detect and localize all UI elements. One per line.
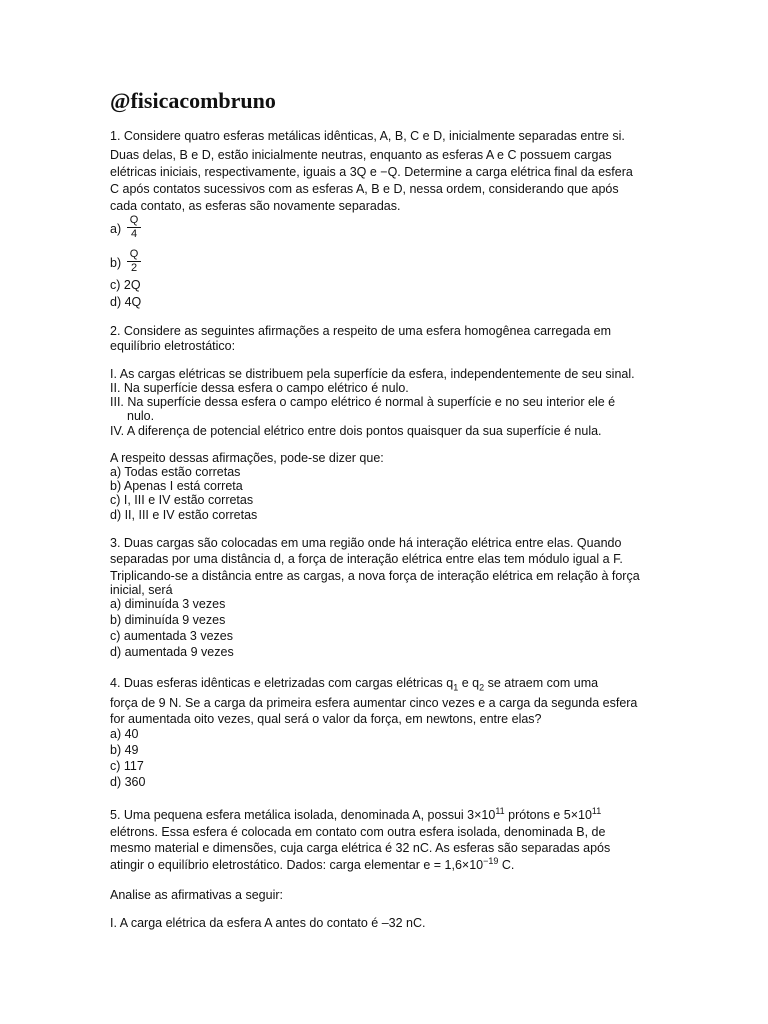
q5-line-1-mid: prótons e 5×10: [504, 808, 592, 822]
q3-option-a: a) diminuída 3 vezes: [110, 597, 226, 611]
q5-exp-1: 11: [495, 805, 505, 816]
q4-line-1-post: se atraem com uma: [484, 676, 599, 690]
q1-line-2: Duas delas, B e D, estão inicialmente neutras, enquanto as esferas A e C possuem cargas: [110, 148, 612, 162]
q1-option-a-label: a): [110, 222, 122, 236]
q2-option-d: d) II, III e IV estão corretas: [110, 508, 258, 522]
q1-line-3: elétricas iniciais, respectivamente, iguais a 3Q e −Q. Determine a carga elétrica final da esfera: [110, 165, 633, 179]
q2-option-b: b) Apenas I está correta: [110, 479, 243, 493]
q3-line-2: separadas por uma distância d, a força de interação elétrica entre elas tem módulo igual a F.: [110, 552, 623, 566]
q5-line-4-pre: atingir o equilíbrio eletrostático. Dados: carga elementar e = 1,6×10: [110, 858, 484, 872]
q1-option-b-label: b): [110, 256, 122, 270]
q3-line-1: 3. Duas cargas são colocadas em uma região onde há interação elétrica entre elas. Quando: [110, 536, 622, 550]
q2-option-a: a) Todas estão corretas: [110, 465, 241, 479]
q3-line-3: Triplicando-se a distância entre as cargas, a nova força de interação elétrica em relação à força: [110, 569, 640, 583]
page-title: @fisicacombruno: [110, 88, 276, 113]
q1-option-b-numerator: Q: [127, 248, 141, 262]
q2-option-c: c) I, III e IV estão corretas: [110, 493, 254, 507]
q5-statement-1: I. A carga elétrica da esfera A antes do contato é –32 nC.: [110, 916, 426, 930]
q2-line-2: equilíbrio eletrostático:: [110, 339, 236, 353]
q1-option-b-fraction: [127, 248, 141, 275]
q4-sub-1: 1: [453, 682, 459, 693]
q4-sub-2: 2: [479, 682, 485, 693]
q2-statement-1: I. As cargas elétricas se distribuem pela superfície da esfera, independentemente de seu sinal.: [110, 367, 635, 381]
q4-line-3: for aumentada oito vezes, qual será o valor da força, em newtons, entre elas?: [110, 712, 542, 726]
q4-option-a: a) 40: [110, 727, 139, 741]
q3-option-b: b) diminuída 9 vezes: [110, 613, 226, 627]
q4-line-2: força de 9 N. Se a carga da primeira esfera aumentar cinco vezes e a carga da segunda esfera: [110, 696, 638, 710]
q2-statement-4: IV. A diferença de potencial elétrico entre dois pontos quaisquer da sua superfície é nula.: [110, 424, 602, 438]
q4-option-b: b) 49: [110, 743, 139, 757]
q1-option-a-fraction: [127, 214, 141, 241]
q1-option-d: d) 4Q: [110, 295, 142, 309]
q5-line-1: [110, 807, 601, 823]
q3-line-4: inicial, será: [110, 583, 173, 597]
q1-line-5: cada contato, as esferas são novamente separadas.: [110, 199, 401, 213]
q5-line-4-post: C.: [498, 858, 515, 872]
q1-option-b-denominator: 2: [130, 262, 138, 274]
q2-statement-3: III. Na superfície dessa esfera o campo elétrico é normal à superfície e no seu interior ele é: [110, 395, 616, 409]
q5-exp-2: 11: [591, 805, 602, 816]
q4-line-1-mid: e q: [458, 676, 480, 690]
q5-exp-3: −19: [483, 855, 499, 866]
q5-line-3: mesmo material e dimensões, cuja carga elétrica é 32 nC. As esferas são separadas após: [110, 841, 611, 855]
q4-option-d: d) 360: [110, 775, 146, 789]
q3-option-d: d) aumentada 9 vezes: [110, 645, 234, 659]
q5-line-1-pre: 5. Uma pequena esfera metálica isolada, denominada A, possui 3×10: [110, 808, 496, 822]
q1-line-1: 1. Considere quatro esferas metálicas idênticas, A, B, C e D, inicialmente separadas entre si.: [110, 129, 625, 143]
q5-prompt: Analise as afirmativas a seguir:: [110, 888, 283, 902]
q2-line-1: 2. Considere as seguintes afirmações a respeito de uma esfera homogênea carregada em: [110, 324, 611, 338]
q1-option-a-denominator: 4: [130, 228, 138, 240]
q4-line-1: [110, 675, 598, 691]
q2-statement-3-cont: nulo.: [127, 409, 155, 423]
q1-line-4: C após contatos sucessivos com as esferas A, B e D, nessa ordem, considerando que após: [110, 182, 619, 196]
q5-line-2: elétrons. Essa esfera é colocada em contato com outra esfera isolada, denominada B, de: [110, 825, 606, 839]
q2-statement-2: II. Na superfície dessa esfera o campo elétrico é nulo.: [110, 381, 409, 395]
q1-option-c: c) 2Q: [110, 278, 141, 292]
q3-option-c: c) aumentada 3 vezes: [110, 629, 233, 643]
q2-prompt: A respeito dessas afirmações, pode-se dizer que:: [110, 451, 384, 465]
q5-line-4: [110, 857, 514, 873]
q4-option-c: c) 117: [110, 759, 144, 773]
q1-option-a-numerator: Q: [127, 214, 141, 228]
q4-line-1-pre: 4. Duas esferas idênticas e eletrizadas com cargas elétricas q: [110, 676, 454, 690]
